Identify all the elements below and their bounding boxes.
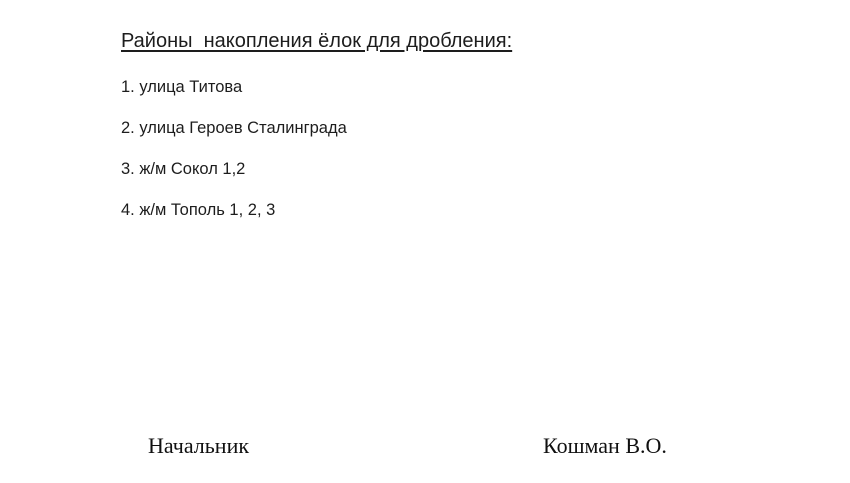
signature-name: Кошман В.О. [543, 433, 667, 458]
document-title: Районы накопления ёлок для дробления: [121, 30, 513, 52]
list-item-street-titova: 1. улица Титова [121, 78, 243, 96]
list-item-sokol: 3. ж/м Сокол 1,2 [121, 160, 246, 178]
list-item-topol: 4. ж/м Тополь 1, 2, 3 [121, 201, 276, 219]
signature-role: Начальник [148, 433, 250, 458]
list-item-street-geroev-stalingrada: 2. улица Героев Сталинграда [121, 119, 347, 137]
